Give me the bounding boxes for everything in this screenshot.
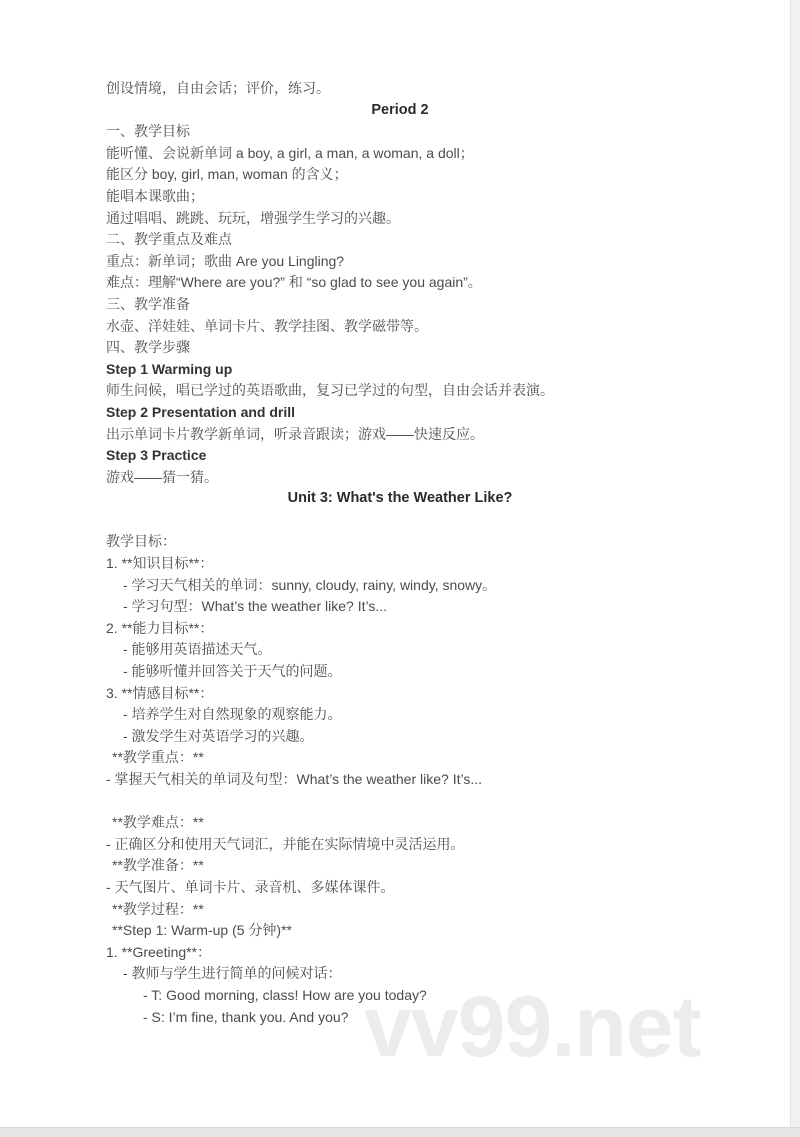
text-line: - T: Good morning, class! How are you today? bbox=[143, 986, 427, 1003]
text-line: **教学过程：** bbox=[112, 900, 204, 917]
text-line bbox=[0, 510, 800, 532]
text-line: 通过唱唱、跳跳、玩玩，增强学生学习的兴趣。 bbox=[106, 209, 400, 226]
section-heading: Period 2 bbox=[371, 101, 429, 118]
text-line: 2. **能力目标**： bbox=[106, 619, 214, 636]
text-line: - 能够用英语描述天气。 bbox=[123, 641, 272, 658]
text-line: - 正确区分和使用天气词汇，并能在实际情境中灵活运用。 bbox=[106, 835, 465, 852]
text-line: 难点：理解“Where are you?” 和 “so glad to see you again”。 bbox=[106, 274, 482, 291]
text-line: 出示单词卡片教学新单词，听录音跟读；游戏——快速反应。 bbox=[106, 425, 484, 442]
text-line: 能唱本课歌曲； bbox=[106, 187, 204, 204]
text-line: - 激发学生对英语学习的兴趣。 bbox=[123, 727, 314, 744]
text-line: - 教师与学生进行简单的问候对话： bbox=[123, 965, 342, 982]
text-line: 3. **情感目标**： bbox=[106, 684, 214, 701]
text-line: - 培养学生对自然现象的观察能力。 bbox=[123, 706, 342, 723]
text-line: **Step 1: Warm-up (5 分钟)** bbox=[112, 922, 292, 939]
text-line bbox=[0, 791, 800, 813]
text-line: 1. **Greeting**： bbox=[106, 943, 212, 960]
text-line: **教学准备：** bbox=[112, 857, 204, 874]
text-line: 重点：新单词；歌曲 Are you Lingling? bbox=[106, 252, 345, 269]
text-line: Step 1 Warming up bbox=[106, 360, 233, 377]
text-line: 师生问候，唱已学过的英语歌曲，复习已学过的句型，自由会话并表演。 bbox=[106, 382, 554, 399]
text-line: 游戏——猜一猜。 bbox=[106, 468, 218, 485]
text-line: 一、教学目标 bbox=[106, 123, 190, 140]
text-line: - 能够听懂并回答关于天气的问题。 bbox=[123, 663, 342, 680]
text-line: - 学习句型：What’s the weather like? It’s... bbox=[123, 598, 388, 615]
document-body bbox=[0, 78, 800, 1028]
text-line: 能听懂、会说新单词 a boy, a girl, a man, a woman, a doll； bbox=[106, 144, 474, 161]
text-line: Step 2 Presentation and drill bbox=[106, 403, 296, 420]
text-line: **教学重点：** bbox=[112, 749, 204, 766]
text-line: 创设情境，自由会话；评价，练习。 bbox=[106, 80, 330, 96]
text-line: 1. **知识目标**： bbox=[106, 555, 214, 572]
text-line: Step 3 Practice bbox=[106, 447, 207, 464]
text-line: - 掌握天气相关的单词及句型：What’s the weather like? It’s... bbox=[106, 771, 483, 787]
text-line: 教学目标： bbox=[106, 533, 176, 550]
text-line: - S: I’m fine, thank you. And you? bbox=[143, 1008, 349, 1025]
text-line: - 学习天气相关的单词：sunny, cloudy, rainy, windy, snowy。 bbox=[123, 576, 497, 593]
text-line: **教学难点：** bbox=[112, 814, 204, 831]
watermark: vv99.net bbox=[364, 979, 701, 1075]
section-heading: Unit 3: What's the Weather Like? bbox=[287, 490, 513, 507]
page-edge-bottom bbox=[0, 1127, 800, 1137]
text-line: 二、教学重点及难点 bbox=[106, 231, 232, 248]
text-line: 四、教学步骤 bbox=[106, 339, 190, 356]
text-line: 能区分 boy, girl, man, woman 的含义； bbox=[106, 166, 348, 183]
text-line: 三、教学准备 bbox=[106, 295, 190, 312]
text-line: - 天气图片、单词卡片、录音机、多媒体课件。 bbox=[106, 878, 395, 895]
text-line: 水壶、洋娃娃、单词卡片、教学挂图、教学磁带等。 bbox=[106, 317, 428, 334]
